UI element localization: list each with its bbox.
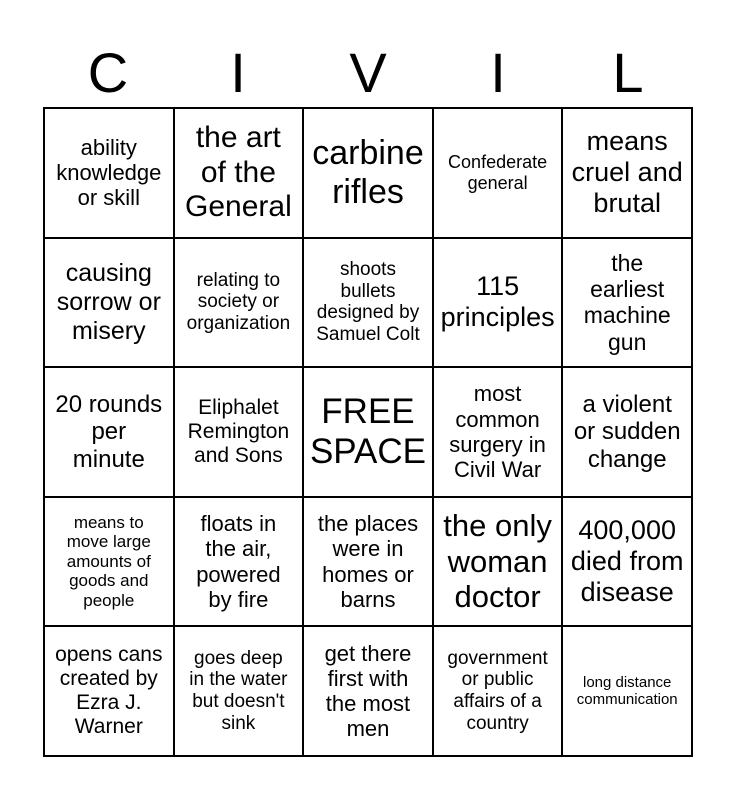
bingo-cell[interactable]: Eliphalet Remington and Sons: [174, 367, 304, 497]
bingo-cell[interactable]: the places were in homes or barns: [303, 497, 433, 627]
bingo-grid: [43, 107, 693, 757]
bingo-cell[interactable]: relating to society or organization: [174, 238, 304, 368]
header-letter: I: [490, 41, 506, 104]
bingo-cell[interactable]: causing sorrow or misery: [44, 238, 174, 368]
bingo-cell[interactable]: the only woman doctor: [433, 497, 563, 627]
bingo-cell[interactable]: shoots bullets designed by Samuel Colt: [303, 238, 433, 368]
header-letter: L: [612, 41, 644, 104]
bingo-cell[interactable]: carbine rifles: [303, 108, 433, 238]
bingo-cell[interactable]: floats in the air, powered by fire: [174, 497, 304, 627]
bingo-header: [43, 40, 693, 106]
bingo-cell[interactable]: opens cans created by Ezra J. Warner: [44, 626, 174, 756]
bingo-cell[interactable]: means cruel and brutal: [562, 108, 692, 238]
bingo-cell[interactable]: a violent or sudden change: [562, 367, 692, 497]
bingo-cell[interactable]: 20 rounds per minute: [44, 367, 174, 497]
bingo-cell[interactable]: ability knowledge or skill: [44, 108, 174, 238]
bingo-cell[interactable]: 115 principles: [433, 238, 563, 368]
bingo-cell[interactable]: the earliest machine gun: [562, 238, 692, 368]
header-letter: V: [349, 41, 387, 104]
bingo-cell[interactable]: 400,000 died from disease: [562, 497, 692, 627]
bingo-cell[interactable]: get there first with the most men: [303, 626, 433, 756]
bingo-cell[interactable]: most common surgery in Civil War: [433, 367, 563, 497]
bingo-cell[interactable]: the art of the General: [174, 108, 304, 238]
header-letter: C: [87, 41, 129, 104]
bingo-cell[interactable]: long distance communication: [562, 626, 692, 756]
bingo-cell[interactable]: Confederate general: [433, 108, 563, 238]
bingo-cell[interactable]: goes deep in the water but doesn't sink: [174, 626, 304, 756]
bingo-cell[interactable]: government or public affairs of a country: [433, 626, 563, 756]
bingo-cell[interactable]: means to move large amounts of goods and people: [44, 497, 174, 627]
header-letter: I: [230, 41, 246, 104]
free-space-cell[interactable]: FREE SPACE: [303, 367, 433, 497]
